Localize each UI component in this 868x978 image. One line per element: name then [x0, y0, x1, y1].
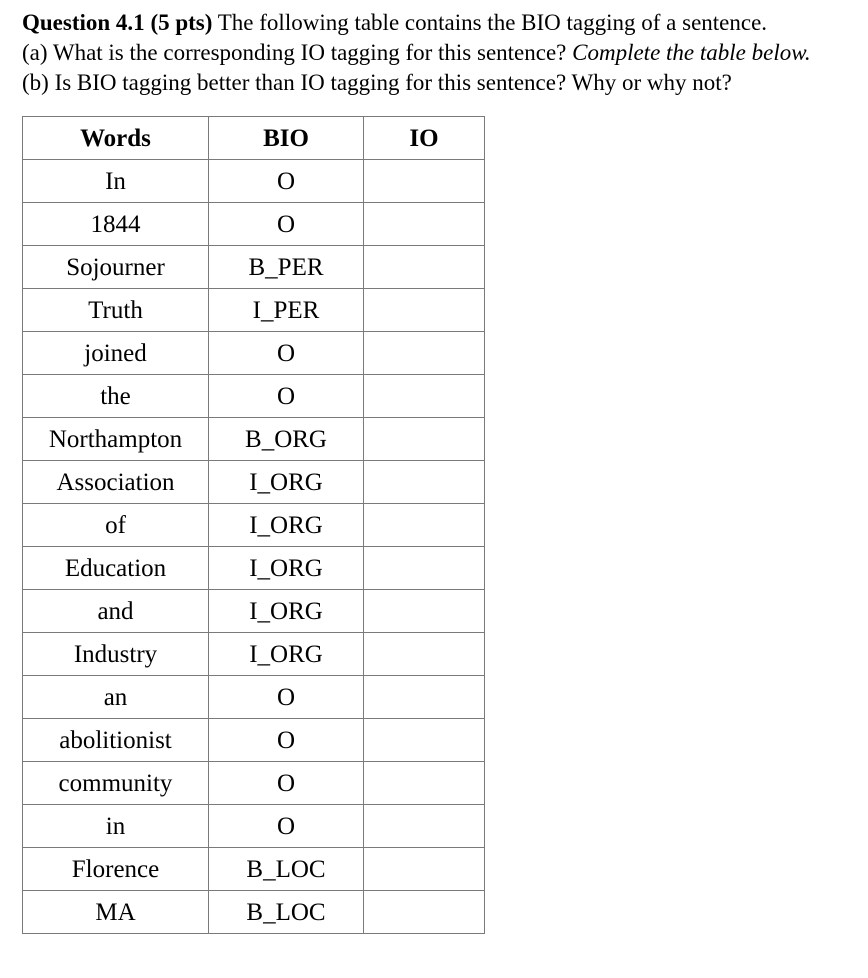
- word-cell: Northampton: [23, 418, 209, 461]
- bio-tag-cell: O: [209, 676, 364, 719]
- io-tag-cell[interactable]: [364, 289, 485, 332]
- io-tag-cell[interactable]: [364, 676, 485, 719]
- io-tag-cell[interactable]: [364, 891, 485, 934]
- io-tag-cell[interactable]: [364, 160, 485, 203]
- table-row: [23, 461, 485, 504]
- header-words: Words: [23, 117, 209, 160]
- table-row: [23, 504, 485, 547]
- word-cell: abolitionist: [23, 719, 209, 762]
- word-cell: Association: [23, 461, 209, 504]
- question-part-b: (b) Is BIO tagging better than IO tagging for this sentence? Why or why not?: [22, 70, 732, 95]
- tagging-table: [22, 116, 485, 934]
- bio-tag-cell: O: [209, 719, 364, 762]
- word-cell: Education: [23, 547, 209, 590]
- table-row: [23, 676, 485, 719]
- bio-tag-cell: O: [209, 160, 364, 203]
- table-row: [23, 547, 485, 590]
- bio-tag-cell: B_LOC: [209, 891, 364, 934]
- io-tag-cell[interactable]: [364, 504, 485, 547]
- bio-tag-cell: I_PER: [209, 289, 364, 332]
- bio-tag-cell: B_ORG: [209, 418, 364, 461]
- bio-tag-cell: I_ORG: [209, 590, 364, 633]
- bio-tag-cell: O: [209, 203, 364, 246]
- bio-tag-cell: I_ORG: [209, 461, 364, 504]
- question-line-1: [22, 8, 862, 38]
- table-row: [23, 418, 485, 461]
- bio-tag-cell: I_ORG: [209, 504, 364, 547]
- bio-tag-cell: B_LOC: [209, 848, 364, 891]
- question-text: [22, 8, 862, 98]
- table-row: [23, 332, 485, 375]
- table-row: [23, 891, 485, 934]
- io-tag-cell[interactable]: [364, 762, 485, 805]
- word-cell: Truth: [23, 289, 209, 332]
- bio-tag-cell: I_ORG: [209, 633, 364, 676]
- table-row: [23, 160, 485, 203]
- word-cell: in: [23, 805, 209, 848]
- table-row: [23, 590, 485, 633]
- word-cell: Florence: [23, 848, 209, 891]
- table-row: [23, 762, 485, 805]
- word-cell: 1844: [23, 203, 209, 246]
- bio-tag-cell: O: [209, 332, 364, 375]
- io-tag-cell[interactable]: [364, 418, 485, 461]
- part-a-instruction: Complete the table below.: [572, 40, 811, 65]
- io-tag-cell[interactable]: [364, 590, 485, 633]
- io-tag-cell[interactable]: [364, 203, 485, 246]
- bio-tag-cell: O: [209, 375, 364, 418]
- word-cell: MA: [23, 891, 209, 934]
- io-tag-cell[interactable]: [364, 332, 485, 375]
- io-tag-cell[interactable]: [364, 848, 485, 891]
- word-cell: and: [23, 590, 209, 633]
- table-row: [23, 246, 485, 289]
- word-cell: In: [23, 160, 209, 203]
- header-bio: BIO: [209, 117, 364, 160]
- word-cell: joined: [23, 332, 209, 375]
- table-row: [23, 848, 485, 891]
- part-a-text: (a) What is the corresponding IO tagging for this sentence?: [22, 40, 573, 65]
- word-cell: Industry: [23, 633, 209, 676]
- io-tag-cell[interactable]: [364, 719, 485, 762]
- question-intro: The following table contains the BIO tagging of a sentence.: [212, 10, 768, 35]
- word-cell: Sojourner: [23, 246, 209, 289]
- table-row: [23, 289, 485, 332]
- word-cell: community: [23, 762, 209, 805]
- question-part-a: [22, 38, 862, 68]
- bio-tag-cell: O: [209, 805, 364, 848]
- table-row: [23, 633, 485, 676]
- table-body: [23, 160, 485, 934]
- table-row: [23, 719, 485, 762]
- bio-tag-cell: I_ORG: [209, 547, 364, 590]
- io-tag-cell[interactable]: [364, 547, 485, 590]
- io-tag-cell[interactable]: [364, 461, 485, 504]
- bio-tag-cell: B_PER: [209, 246, 364, 289]
- header-io: IO: [364, 117, 485, 160]
- table-row: [23, 375, 485, 418]
- word-cell: of: [23, 504, 209, 547]
- question-points: (5 pts): [150, 10, 213, 35]
- io-tag-cell[interactable]: [364, 375, 485, 418]
- io-tag-cell[interactable]: [364, 633, 485, 676]
- table-row: [23, 805, 485, 848]
- word-cell: an: [23, 676, 209, 719]
- bio-tag-cell: O: [209, 762, 364, 805]
- word-cell: the: [23, 375, 209, 418]
- table-header-row: [23, 117, 485, 160]
- io-tag-cell[interactable]: [364, 805, 485, 848]
- io-tag-cell[interactable]: [364, 246, 485, 289]
- table-row: [23, 203, 485, 246]
- question-label: Question 4.1: [22, 10, 145, 35]
